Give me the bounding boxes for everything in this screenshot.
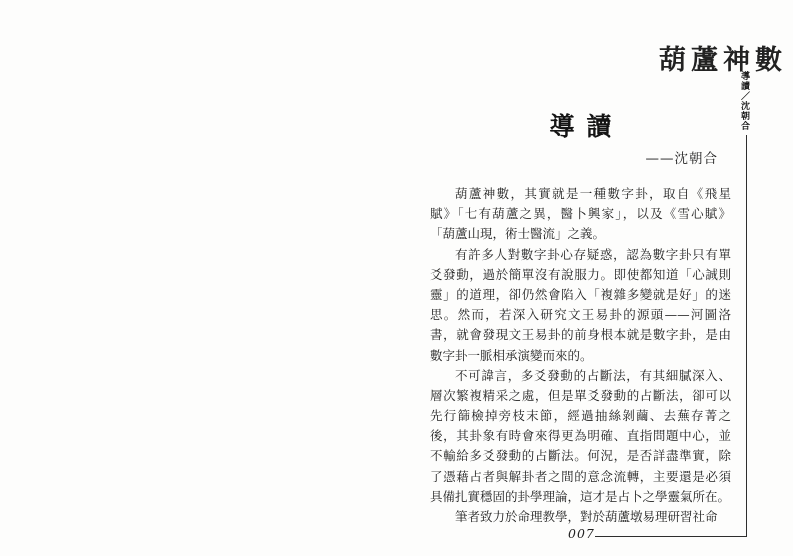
body-line: 了憑藉占者與解卦者之間的意念流轉，主要還是必須 [430,468,731,484]
body-line: 靈」的道理，卻仍然會陷入「複雜多變就是好」的迷 [430,286,731,302]
body-line: 有許多人對數字卦心存疑惑，認為數字卦只有單 [455,246,731,262]
body-line: 書，就會發現文王易卦的前身根本就是數字卦，是由 [430,327,731,343]
body-line: 葫蘆神數，其實就是一種數字卦，取自《飛星 [455,186,731,201]
body-line: 後，其卦象有時會來得更為明確、直指問題中心，並 [430,428,731,444]
running-head-vertical: 導讀／沈朝合 [739,71,749,131]
body-line: 賦》「七有葫蘆之異，醫卜興家」，以及《雪心賦》 [430,206,731,222]
body-line: 不可諱言，多爻發動的占斷法，有其細膩深入、 [455,367,731,383]
body-line: 數字卦一脈相承演變而來的。 [430,347,593,363]
body-line: 思。然而，若深入研究文王易卦的源頭——河圖洛 [430,307,731,323]
text-column [430,110,731,527]
body-line: 具備扎實穩固的卦學理論，這才是占卜之學靈氣所在。 [430,488,731,504]
book-title-calligraphy: 葫蘆神數 [659,45,787,76]
body-line: 爻發動，過於簡單沒有說服力。即使都知道「心誠則 [430,266,731,282]
body-text [430,184,731,527]
author-byline: ——沈朝合 [645,151,718,167]
body-line: 筆者致力於命理教學，對於葫蘆墩易理研習社命 [455,509,718,524]
body-line: 「葫蘆山現，術士醫流」之義。 [430,226,606,242]
body-line: 不輸給多爻發動的占斷法。何況，是否詳盡準實，除 [430,448,731,464]
body-line: 先行篩檢掉旁枝末節，經過抽絲剝繭、去蕪存菁之 [430,408,731,424]
body-line: 層次繁複精采之處，但是單爻發動的占斷法，卻可以 [430,387,731,403]
chapter-title: 導讀 [549,112,624,141]
page-number: 007 [568,526,595,541]
